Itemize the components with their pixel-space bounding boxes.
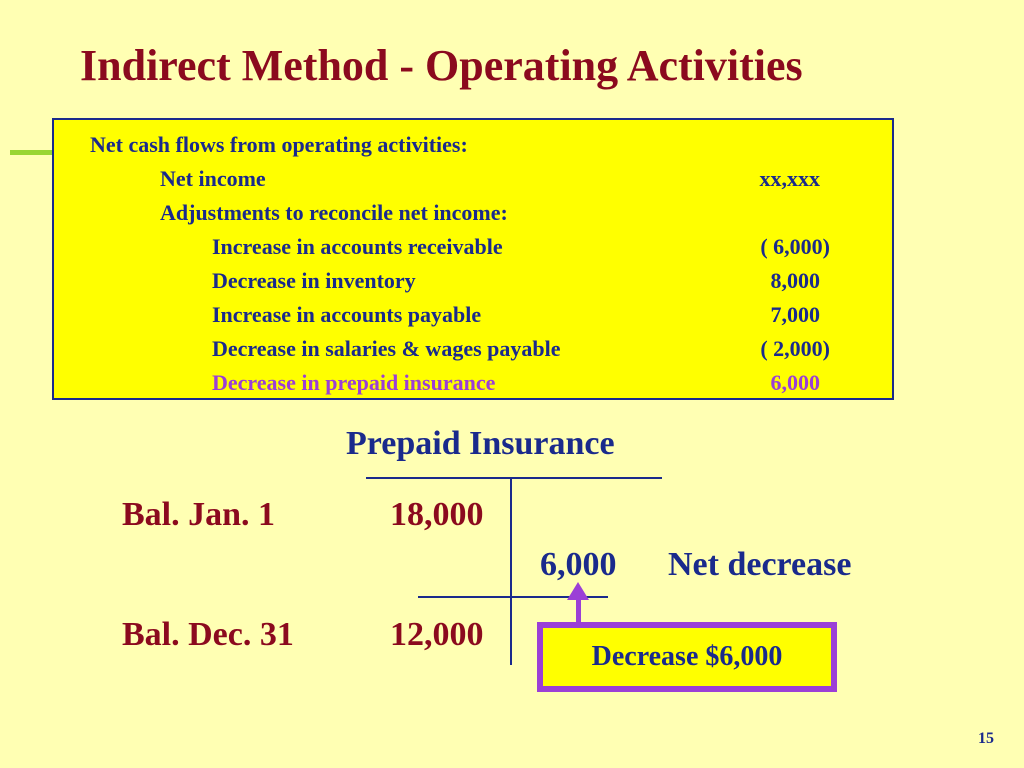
beginning-balance-label: Bal. Jan. 1 xyxy=(122,496,276,533)
adjustment-label-highlighted: Decrease in prepaid insurance xyxy=(212,370,496,395)
t-account-top-rule xyxy=(366,477,662,479)
credit-amount: 6,000 xyxy=(540,546,617,583)
adjustment-label: Decrease in salaries & wages payable xyxy=(212,336,561,361)
decrease-callout xyxy=(537,622,837,692)
cash-flow-heading: Net cash flows from operating activities: xyxy=(90,132,468,157)
adjustment-amount: ( 2,000) xyxy=(760,336,830,361)
adjustment-label: Increase in accounts receivable xyxy=(212,234,503,259)
page-number: 15 xyxy=(978,730,994,747)
adjustment-label: Increase in accounts payable xyxy=(212,302,482,327)
ending-balance-label: Bal. Dec. 31 xyxy=(122,616,294,653)
slide-title: Indirect Method - Operating Activities xyxy=(80,41,803,90)
net-income-label: Net income xyxy=(160,166,266,191)
t-account-title: Prepaid Insurance xyxy=(346,425,615,462)
arrow-stem xyxy=(576,598,581,624)
adjustment-amount: 8,000 xyxy=(770,268,820,293)
adjustments-label: Adjustments to reconcile net income: xyxy=(160,200,508,225)
adjustment-amount: 7,000 xyxy=(770,302,820,327)
adjustment-label: Decrease in inventory xyxy=(212,268,416,293)
ending-balance-amount: 12,000 xyxy=(390,616,484,653)
accent-line xyxy=(10,150,54,155)
t-account-center-rule xyxy=(510,477,512,665)
operating-activities-box xyxy=(52,118,894,400)
decrease-callout-text: Decrease $6,000 xyxy=(591,641,783,672)
beginning-balance-amount: 18,000 xyxy=(390,496,484,533)
net-decrease-label: Net decrease xyxy=(668,546,852,583)
adjustment-amount-highlighted: 6,000 xyxy=(770,370,820,395)
net-income-amount: xx,xxx xyxy=(759,166,820,191)
adjustment-amount: ( 6,000) xyxy=(760,234,830,259)
